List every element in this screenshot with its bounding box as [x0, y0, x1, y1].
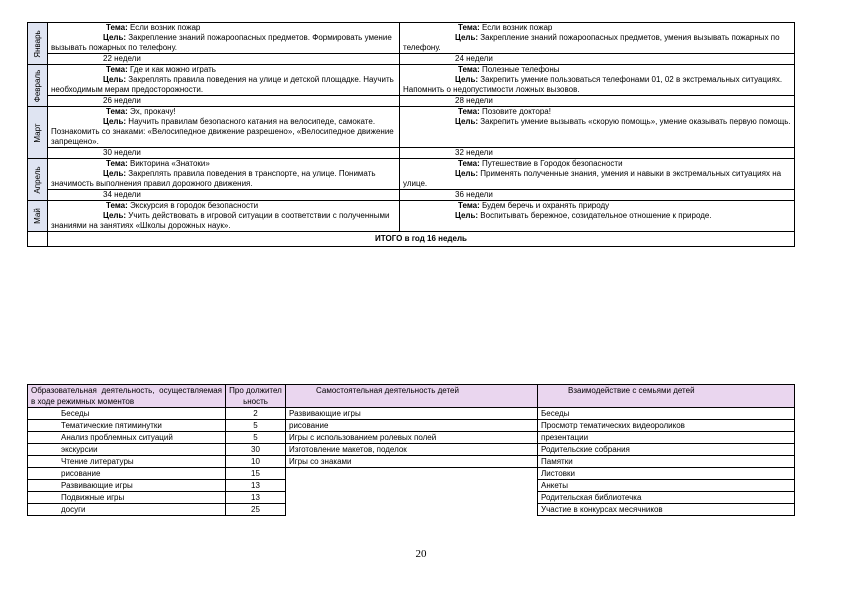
activity-name: рисование — [28, 468, 226, 480]
topic-text: Викторина «Знатоки» — [130, 159, 210, 168]
week-row — [28, 190, 795, 201]
topic-cell — [48, 107, 400, 148]
total-row: ИТОГО в год 16 недель — [48, 232, 795, 247]
table-row — [28, 408, 795, 420]
month-label — [28, 65, 48, 107]
goal-text: Закреплять правила поведения в транспорте, на улице. Понимать значимость выполнения правил дорожного движения. — [51, 169, 376, 188]
table-row — [28, 444, 795, 456]
topic-label: Тема: — [458, 107, 480, 116]
topic-text: Если возник пожар — [130, 23, 201, 32]
family-interaction: Беседы — [538, 408, 795, 420]
goal-text: Воспитывать бережное, созидательное отношение к природе. — [480, 211, 712, 220]
week-row — [28, 148, 795, 159]
goal-label: Цель: — [455, 169, 479, 178]
topic-label: Тема: — [106, 23, 128, 32]
week-row — [28, 96, 795, 107]
activity-name: Тематические пятиминутки — [28, 420, 226, 432]
total-row-month-spacer — [28, 232, 48, 247]
topic-text: Будем беречь и охранять природу — [482, 201, 610, 210]
independent-activity: Игры со знаками — [286, 456, 538, 468]
goal-text: Закрепить умение вызывать «скорую помощь», умение оказывать первую помощь. — [480, 117, 791, 126]
topic-label: Тема: — [106, 201, 128, 210]
topic-label: Тема: — [458, 159, 480, 168]
goal-label: Цель: — [455, 75, 479, 84]
activity-name: Анализ проблемных ситуаций — [28, 432, 226, 444]
goal-label: Цель: — [455, 117, 479, 126]
independent-activity — [286, 492, 538, 504]
topic-text: Позовите доктора! — [482, 107, 551, 116]
week-count: 34 недели — [48, 190, 400, 201]
week-count: 32 недели — [400, 148, 795, 159]
topic-cell — [48, 23, 400, 54]
week-row — [28, 54, 795, 65]
topic-text: Путешествие в Городок безопасности — [482, 159, 623, 168]
month-label — [28, 107, 48, 159]
topic-cell — [400, 201, 795, 232]
activity-name: экскурсии — [28, 444, 226, 456]
week-count: 26 недели — [48, 96, 400, 107]
family-interaction: Анкеты — [538, 480, 795, 492]
activity-name: досуги — [28, 504, 226, 516]
activity-name: Беседы — [28, 408, 226, 420]
goal-label: Цель: — [455, 211, 479, 220]
family-interaction: Просмотр тематических видеороликов — [538, 420, 795, 432]
duration: 25 — [226, 504, 286, 516]
family-interaction: Листовки — [538, 468, 795, 480]
column-header: Образовательная деятельность, осуществляемая в ходе режимных моментов — [28, 385, 226, 408]
family-interaction: презентации — [538, 432, 795, 444]
independent-activity — [286, 504, 538, 516]
topic-cell — [400, 65, 795, 96]
topic-row — [28, 65, 795, 96]
topic-label: Тема: — [106, 65, 128, 74]
topic-cell — [400, 107, 795, 148]
activity-name: Развивающие игры — [28, 480, 226, 492]
duration: 13 — [226, 480, 286, 492]
month-name: Май — [32, 208, 42, 224]
safety-plan-table — [27, 22, 795, 247]
topic-label: Тема: — [458, 201, 480, 210]
week-count: 28 недели — [400, 96, 795, 107]
goal-text: Закрепить умение пользоваться телефонами 01, 02 в экстремальных ситуациях. Напомнить о недопустимости ложных вызовов. — [403, 75, 783, 94]
topic-row — [28, 201, 795, 232]
independent-activity — [286, 468, 538, 480]
table-row — [28, 492, 795, 504]
table-row — [28, 420, 795, 432]
month-name: Январь — [32, 29, 42, 58]
topic-row — [28, 159, 795, 190]
independent-activity: рисование — [286, 420, 538, 432]
goal-label: Цель: — [103, 75, 127, 84]
duration: 5 — [226, 432, 286, 444]
goal-label: Цель: — [455, 33, 479, 42]
duration: 30 — [226, 444, 286, 456]
column-header: Про должител ьность — [226, 385, 286, 408]
column-header: Взаимодействие с семьями детей — [538, 385, 795, 408]
topic-text: Если возник пожар — [482, 23, 553, 32]
topic-cell — [400, 159, 795, 190]
table-row — [28, 456, 795, 468]
independent-activity: Изготовление макетов, поделок — [286, 444, 538, 456]
family-interaction: Родительская библиотечка — [538, 492, 795, 504]
family-interaction: Памятки — [538, 456, 795, 468]
family-interaction: Участие в конкурсах месячников — [538, 504, 795, 516]
independent-activity: Игры с использованием ролевых полей — [286, 432, 538, 444]
goal-text: Научить правилам безопасного катания на велосипеде, самокате. Познакомить со знаками: «Велосипедное движение разрешено», «Велосипедное движение запрещено». — [51, 117, 394, 146]
month-label — [28, 159, 48, 201]
page-number: 20 — [415, 548, 427, 560]
independent-activity — [286, 480, 538, 492]
week-count: 30 недели — [48, 148, 400, 159]
month-label — [28, 23, 48, 65]
topic-text: Где и как можно играть — [130, 65, 216, 74]
activity-name: Подвижные игры — [28, 492, 226, 504]
goal-text: Применять полученные знания, умения и навыки в экстремальных ситуациях на улице. — [403, 169, 782, 188]
activities-table — [27, 384, 795, 516]
goal-label: Цель: — [103, 169, 127, 178]
goal-label: Цель: — [103, 117, 127, 126]
topic-label: Тема: — [458, 65, 480, 74]
topic-text: Экскурсия в городок безопасности — [130, 201, 259, 210]
goal-text: Закрепление знаний пожароопасных предметов. Формировать умение вызывать пожарных по телефону. — [51, 33, 392, 52]
topic-cell — [48, 65, 400, 96]
duration: 13 — [226, 492, 286, 504]
week-count: 22 недели — [48, 54, 400, 65]
topic-text: Эх, прокачу! — [130, 107, 176, 116]
table-row — [28, 432, 795, 444]
duration: 10 — [226, 456, 286, 468]
goal-text: Учить действовать в игровой ситуации в соответствии с полученными знаниями на занятиях «Школы дорожных наук». — [51, 211, 390, 230]
table-row — [28, 480, 795, 492]
topic-cell — [48, 201, 400, 232]
table-row — [28, 504, 795, 516]
goal-label: Цель: — [103, 211, 127, 220]
month-label — [28, 201, 48, 232]
week-count: 24 недели — [400, 54, 795, 65]
activities-header-row — [28, 385, 795, 408]
activity-name: Чтение литературы — [28, 456, 226, 468]
topic-cell — [48, 159, 400, 190]
independent-activity: Развивающие игры — [286, 408, 538, 420]
topic-cell — [400, 23, 795, 54]
topic-text: Полезные телефоны — [482, 65, 560, 74]
topic-row — [28, 107, 795, 148]
topic-row — [28, 23, 795, 54]
topic-label: Тема: — [458, 23, 480, 32]
month-name: Февраль — [32, 69, 42, 102]
topic-label: Тема: — [106, 159, 128, 168]
column-header: Самостоятельная деятельность детей — [286, 385, 538, 408]
table-row — [28, 468, 795, 480]
family-interaction: Родительские собрания — [538, 444, 795, 456]
goal-text: Закреплять правила поведения на улице и детской площадке. Научить необходимым мерам предосторожности. — [51, 75, 394, 94]
month-name: Апрель — [32, 165, 42, 194]
duration: 5 — [226, 420, 286, 432]
duration: 15 — [226, 468, 286, 480]
goal-label: Цель: — [103, 33, 127, 42]
topic-label: Тема: — [106, 107, 128, 116]
goal-text: Закрепление знаний пожароопасных предметов, умения вызывать пожарных по телефону. — [403, 33, 780, 52]
duration: 2 — [226, 408, 286, 420]
month-name: Март — [32, 122, 42, 143]
week-count: 36 недели — [400, 190, 795, 201]
